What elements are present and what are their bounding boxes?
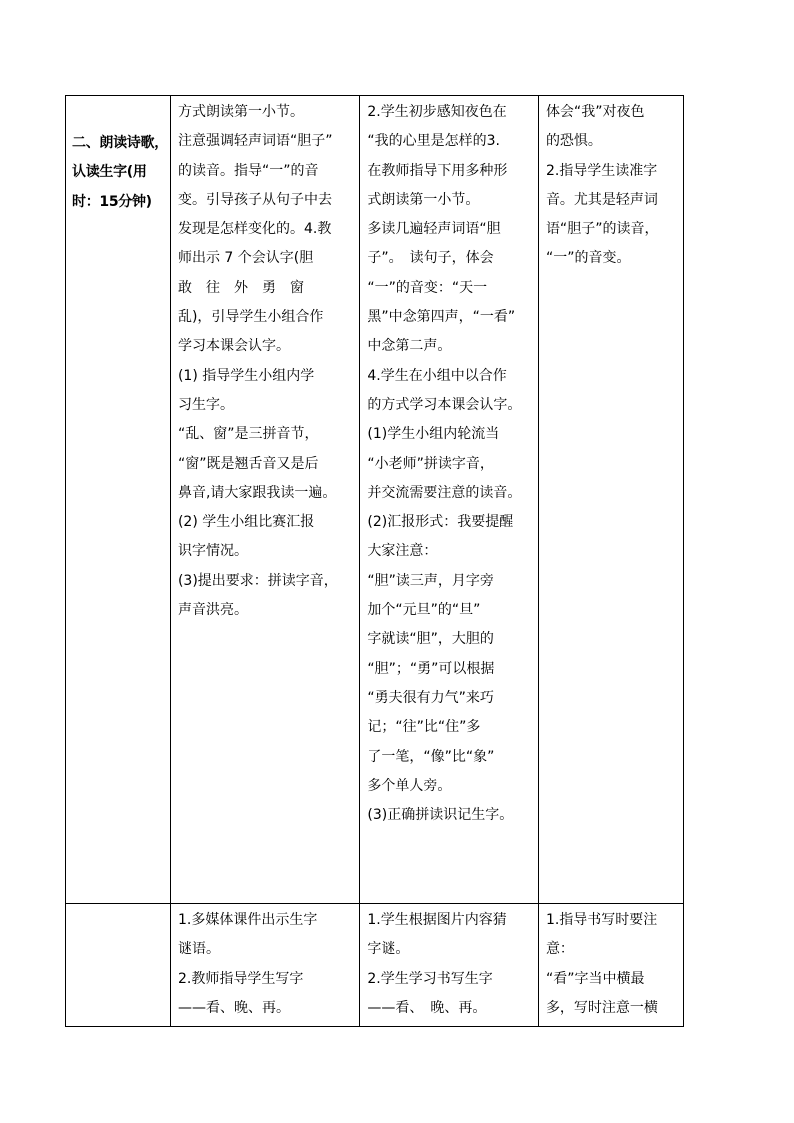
text-line: “小老师”拼读字音， [367, 455, 494, 472]
text-line: “窗”既是翘舌音又是后 [177, 455, 319, 472]
text-line: 的恐惧。 [545, 133, 602, 150]
text-line: 学习本课会认字。 [177, 338, 290, 355]
design-intent-cell [538, 904, 683, 1027]
text-line: (1)学生小组内轮流当 [367, 426, 500, 443]
text-line: 识字情况。 [177, 543, 248, 560]
stage-line: 认读生字(用 [72, 164, 147, 181]
text-line: 方式朗读第一小节。 [177, 104, 304, 120]
text-line: 的方式学习本课会认字。 [367, 396, 522, 413]
text-line: “胆”读三声，月字旁 [367, 572, 494, 589]
teacher-activity-cell [170, 904, 359, 1027]
text-line: ——看、 晚、再。 [367, 999, 487, 1016]
text-line: 乱)，引导学生小组合作 [177, 309, 324, 326]
text-line: 大家注意： [367, 543, 438, 560]
text-line: 多个单人旁。 [367, 777, 452, 794]
text-line: 师出示 7 个会认字(胆 [177, 250, 314, 267]
text-line: 1.指导书写时要注 [545, 912, 658, 928]
text-line: 子”。 读句子，体会 [367, 250, 494, 267]
teacher-activity-cell [170, 96, 359, 904]
text-line: 体会“我”对夜色 [545, 104, 645, 120]
table-row [66, 96, 684, 904]
text-line: 声音洪亮。 [177, 602, 248, 619]
text-line: 加个“元旦”的“旦” [367, 602, 481, 619]
text-line: 字谜。 [367, 941, 410, 958]
student-activity-cell [360, 904, 539, 1027]
stage-line: 时：15分钟) [72, 193, 152, 210]
text-line: 发现是怎样变化的。4.教 [177, 221, 332, 238]
text-line: 多读几遍轻声词语“胆 [367, 221, 501, 238]
stage-cell [66, 96, 171, 904]
text-line: 注意强调轻声词语“胆子” [177, 133, 333, 150]
text-line: ——看、晚、再。 [177, 999, 290, 1016]
text-line: 字就读“胆”，大胆的 [367, 631, 494, 648]
design-intent-cell [538, 96, 683, 904]
text-line: (3)正确拼读识记生字。 [367, 807, 514, 824]
text-line: (2) 学生小组比赛汇报 [177, 514, 315, 531]
stage-line: 二、朗读诗歌， [72, 135, 168, 151]
text-line: 1.学生根据图片内容猜 [367, 912, 507, 928]
lesson-plan-table [65, 95, 684, 1027]
text-line: “一”的音变：“天一 [367, 279, 488, 296]
text-line: 意： [545, 941, 574, 958]
text-line: 黑”中念第四声，“一看” [367, 309, 516, 326]
text-line: 式朗读第一小节。 [367, 191, 480, 208]
text-line: 多，写时注意一横 [545, 999, 658, 1016]
text-line: “看”字当中横最 [545, 970, 645, 987]
text-line: 2.指导学生读准字 [545, 162, 658, 179]
text-line: 2.学生初步感知夜色在 [367, 104, 507, 120]
text-line: 中念第二声。 [367, 338, 452, 355]
text-line: “我的心里是怎样的3. [367, 133, 500, 150]
text-line: “胆”；“勇”可以根据 [367, 660, 495, 677]
text-line: “乱、窗”是三拼音节， [177, 426, 319, 443]
stage-cell [66, 904, 171, 1027]
text-line: 了一笔，“像”比“象” [367, 748, 495, 765]
text-line: 音。尤其是轻声词 [545, 191, 658, 208]
text-line: 变。引导孩子从句子中去 [177, 191, 332, 208]
text-line: (3)提出要求：拼读字音， [177, 572, 338, 589]
text-line: 2.学生学习书写生字 [367, 970, 493, 987]
text-line: 并交流需要注意的读音。 [367, 484, 522, 501]
text-line: 在教师指导下用多种形 [367, 162, 508, 179]
text-line: “一”的音变。 [545, 250, 631, 267]
text-line: 敢 往 外 勇 窗 [177, 279, 304, 296]
text-line: 记；“往”比“住”多 [367, 719, 481, 736]
text-line: 谜语。 [177, 941, 220, 958]
table-row [66, 904, 684, 1027]
text-line: 习生字。 [177, 396, 234, 413]
text-line: 2.教师指导学生写字 [177, 970, 304, 987]
student-activity-cell [360, 96, 539, 904]
text-line: 4.学生在小组中以合作 [367, 367, 507, 384]
text-line: (1) 指导学生小组内学 [177, 367, 315, 384]
text-line: (2)汇报形式：我要提醒 [367, 514, 514, 531]
text-line: “勇夫很有力气”来巧 [367, 689, 494, 706]
text-line: 的读音。指导“一”的音 [177, 162, 319, 179]
text-line: 1.多媒体课件出示生字 [177, 912, 318, 928]
text-line: 鼻音,请大家跟我读一遍。 [177, 484, 337, 501]
text-line: 语“胆子”的读音， [545, 221, 659, 238]
